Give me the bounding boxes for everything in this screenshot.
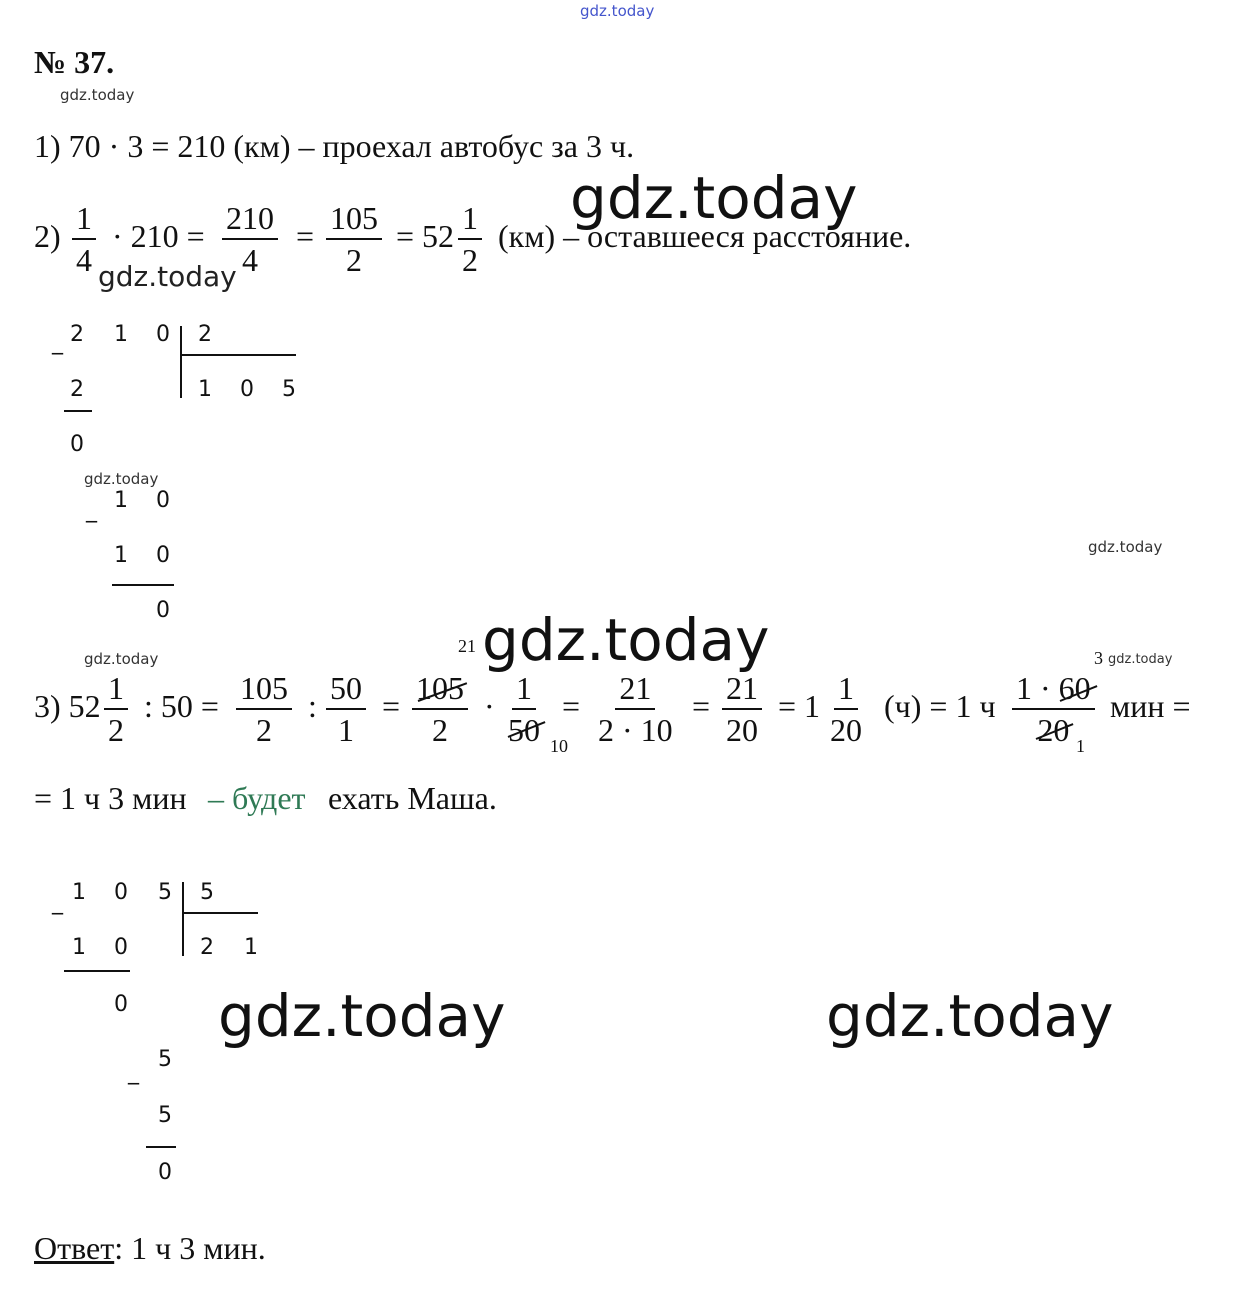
remainder: 0 [156,598,170,623]
step-3-dot: · [484,688,495,724]
denominator: 4 [242,242,258,278]
numerator: 105 [326,202,382,240]
step-3-mixed-1 [104,672,128,746]
step-1: 1) 70 · 3 = 210 (км) – проехал автобус за 3 ч. [34,128,635,164]
step-3-minutes: мин = [1110,688,1191,724]
watermark-large: gdz.today [482,606,770,674]
watermark-small: gdz.today [60,86,135,104]
step-3-result-end: ехать Маша. [328,780,497,816]
step-3-result: = 1 ч 3 мин [34,780,187,816]
denominator: 2 [462,242,478,278]
subtrahend-digit: 0 [156,543,170,568]
numerator: 1 [104,672,128,710]
dividend-digit: 0 [156,322,170,347]
quotient-digit: 0 [240,377,254,402]
step-3-eq-4: = 1 [778,688,821,724]
cancel-result-bottom: 1 [1076,736,1085,756]
denominator: 20 [830,712,862,748]
denominator: 2 [432,712,448,748]
dividend-digit: 1 [114,322,128,347]
quotient-digit: 1 [244,935,258,960]
watermark-medium: gdz.today [98,260,237,293]
subtrahend: 2 [70,377,84,402]
step-2-mul: · 210 = [112,218,205,254]
step-3-colon-2: : [308,688,317,724]
numerator: 1 · 60 [1012,672,1095,710]
step-3-eq-3: = [692,688,711,724]
answer-value: : 1 ч 3 мин. [114,1230,266,1266]
denominator: 2 [346,242,362,278]
numerator: 50 [326,672,366,710]
divisor: 5 [200,880,214,905]
denominator: 50 [508,712,540,748]
numerator: 1 [72,202,96,240]
step-3-fraction-2 [326,672,366,746]
step-2-suffix: (км) – оставшееся расстояние. [498,218,912,254]
denominator: 2 [108,712,124,748]
step-3-fraction-5 [594,672,677,746]
step-2-fraction-3 [326,202,382,276]
division-bar [180,354,296,356]
step-2-eq-2: = 52 [396,218,455,254]
subtrahend-digit: 1 [72,935,86,960]
bring-down-digit: 5 [158,1047,172,1072]
denominator: 4 [76,242,92,278]
watermark-small: gdz.today [1088,538,1163,556]
subtraction-line [64,410,92,412]
numerator: 105 [412,672,468,710]
division-bar [180,326,182,398]
quotient-digit: 5 [282,377,296,402]
bring-down-digit: 1 [114,488,128,513]
problem-title: № 37. [34,44,115,80]
step-2-eq-1: = [296,218,315,254]
step-3-eq-1: = [382,688,401,724]
numerator: 1 [512,672,536,710]
step-3-colon-1: : 50 = [144,688,219,724]
subtrahend-digit: 1 [114,543,128,568]
step-3-fraction-7 [1012,672,1095,746]
subtrahend-digit: 0 [114,935,128,960]
step-2-fraction-1 [72,202,96,276]
watermark-small: gdz.today [84,470,159,488]
numerator: 1 [458,202,482,240]
numerator: 210 [222,202,278,240]
numerator: 1 [834,672,858,710]
subtrahend: 5 [158,1103,172,1128]
remainder: 0 [158,1160,172,1185]
numerator: 21 [615,672,655,710]
watermark-top: gdz.today [580,2,655,20]
bring-down-digit: 0 [156,488,170,513]
dividend-digit: 5 [158,880,172,905]
remainder: 0 [70,432,84,457]
minus-sign: _ [128,1060,139,1085]
step-2-mixed [458,202,482,276]
dividend-digit: 1 [72,880,86,905]
dividend-digit: 2 [70,322,84,347]
step-3-mixed-2 [826,672,866,746]
minus-sign: _ [86,498,97,523]
minus-sign: _ [52,890,63,915]
quotient-digit: 1 [198,377,212,402]
step-3-result-word: – будет [208,780,306,816]
cancel-result-top: 21 [458,636,476,656]
watermark-small: gdz.today [1108,652,1173,667]
denominator: 20 [1037,712,1070,748]
remainder: 0 [114,992,128,1017]
watermark-small: gdz.today [84,650,159,668]
divisor: 2 [198,322,212,347]
cancel-result-bottom: 10 [550,736,568,756]
numerator: 21 [722,672,762,710]
answer [34,1232,266,1264]
subtraction-line [64,970,130,972]
numerator: 105 [236,672,292,710]
step-3-hours: (ч) = 1 ч [884,688,996,724]
watermark-large: gdz.today [826,982,1114,1050]
quotient-digit: 2 [200,935,214,960]
step-3-prefix: 3) 52 [34,688,101,724]
watermark-large: gdz.today [218,982,506,1050]
denominator: 2 · 10 [598,712,673,748]
subtraction-line [112,584,174,586]
minus-sign: _ [52,330,63,355]
step-3-fraction-1 [236,672,292,746]
subtraction-line [146,1146,176,1148]
step-3-fraction-3 [412,672,468,746]
answer-label: Ответ [34,1230,115,1266]
step-3-fraction-6 [722,672,762,746]
denominator: 1 [338,712,354,748]
denominator: 2 [256,712,272,748]
watermark-large: gdz.today [570,164,858,232]
denominator: 20 [726,712,758,748]
step-3-eq-2: = [562,688,581,724]
dividend-digit: 0 [114,880,128,905]
division-bar [182,882,184,956]
division-bar [182,912,258,914]
step-2-prefix: 2) [34,218,61,254]
cancel-result-top: 3 [1094,648,1103,668]
